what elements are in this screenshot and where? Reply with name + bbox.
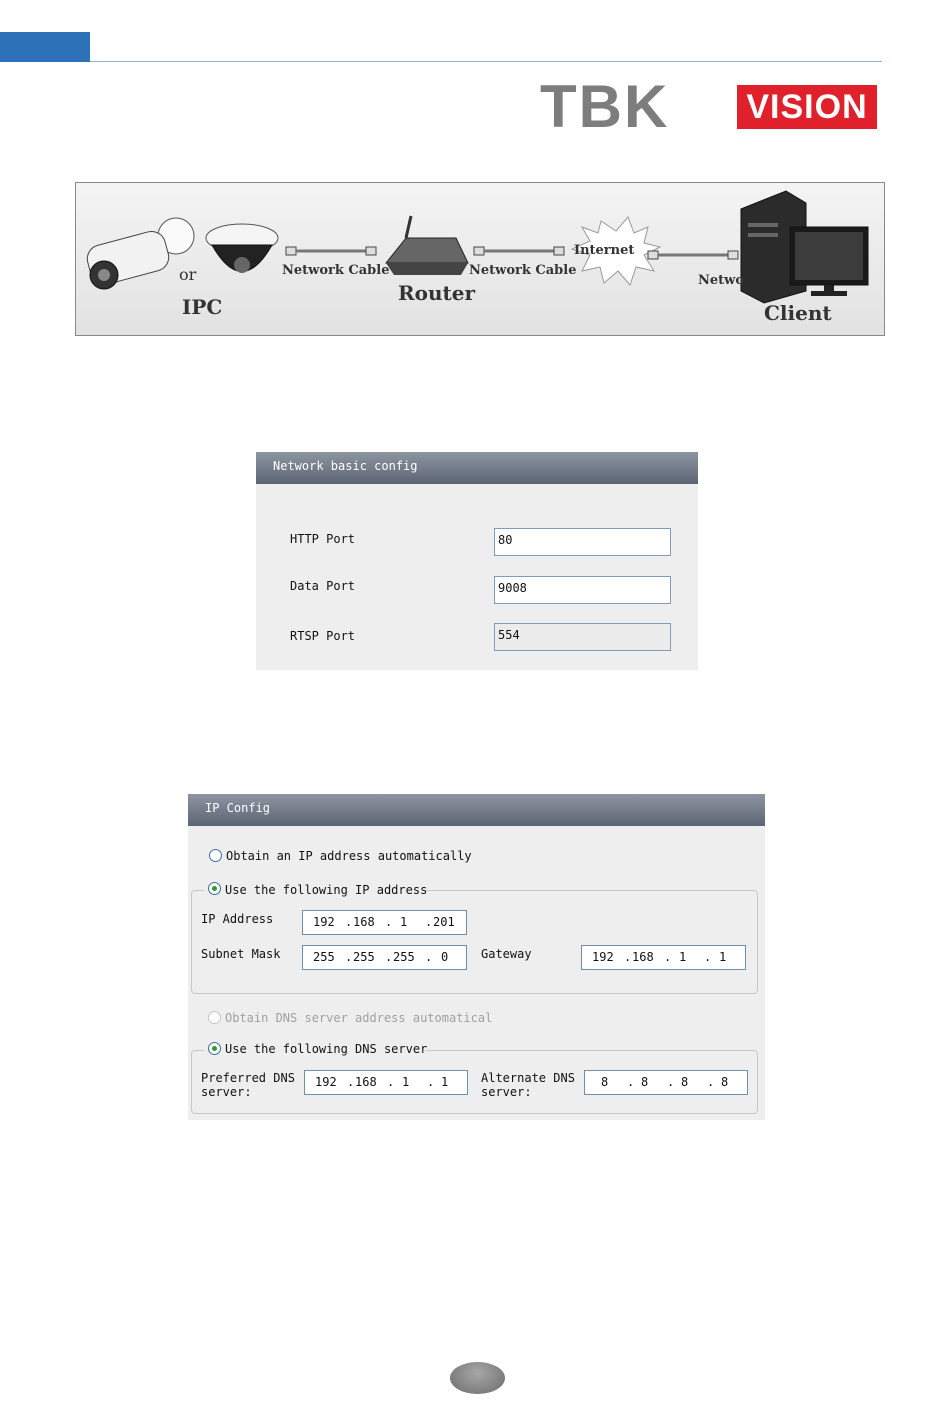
data-port-label: Data Port [290,579,356,593]
diagram-client-label: Client [764,301,832,325]
obtain-dns-auto-label: Obtain DNS server address automatical [225,1011,493,1025]
use-following-dns-radio[interactable] [208,1042,221,1055]
ip-address-input[interactable]: 192 . 168 . 1 . 201 [302,910,467,935]
use-following-ip-radio[interactable] [208,882,221,895]
alternate-dns-input[interactable]: 8 . 8 . 8 . 8 [584,1070,748,1095]
ip-address-label: IP Address [201,912,274,926]
diagram-router-label: Router [398,281,476,305]
preferred-dns-input[interactable]: 192 . 168 . 1 . 1 [304,1070,468,1095]
logo-tbk: TBK [540,73,670,140]
obtain-dns-auto-radio[interactable] [208,1011,221,1024]
subnet-mask-label: Subnet Mask [201,947,281,961]
network-basic-config-title: Network basic config [256,452,698,484]
cable-1-icon [286,247,376,255]
preferred-dns-label-line2: server: [201,1085,252,1099]
tbk-vision-logo [540,73,880,140]
alternate-dns-label: Alternate DNS [481,1071,575,1085]
cable-3-icon [648,251,738,259]
diagram-cable-2-label: Network Cable [469,263,577,278]
client-computer-icon [741,191,868,303]
use-following-dns-label: Use the following DNS server [225,1042,428,1056]
network-basic-config-panel [256,452,698,670]
alternate-dns-label-line2: server: [481,1085,532,1099]
logo-vision: VISION [737,85,877,129]
rtsp-port-input[interactable]: 554 [494,623,671,651]
diagram-ipc-label: IPC [182,295,223,319]
network-diagram [75,182,885,336]
header-rule [90,61,882,62]
diagram-internet-label: Internet [574,243,635,258]
bullet-camera-icon [84,218,197,289]
rtsp-port-label: RTSP Port [290,629,356,643]
cable-2-icon [474,247,564,255]
obtain-ip-auto-label: Obtain an IP address automatically [226,849,472,863]
diagram-cable-1-label: Network Cable [282,263,390,278]
http-port-label: HTTP Port [290,532,356,546]
obtain-ip-auto-radio[interactable] [209,849,222,862]
gateway-input[interactable]: 192 . 168 . 1 . 1 [581,945,746,970]
static-ip-group [191,890,758,994]
dome-camera-icon [206,224,278,273]
gateway-label: Gateway [481,947,532,961]
preferred-dns-label: Preferred DNS [201,1071,295,1085]
router-icon [386,216,468,275]
page-number-badge [450,1362,505,1394]
ip-config-panel [188,794,765,1120]
data-port-input[interactable]: 9008 [494,576,671,604]
use-following-ip-label: Use the following IP address [225,883,428,897]
diagram-or-label: or [179,265,197,284]
header-tab [0,32,90,62]
diagram-cable-3-label: Netwo [698,273,745,288]
subnet-mask-input[interactable]: 255 . 255 . 255 . 0 [302,945,467,970]
http-port-input[interactable]: 80 [494,528,671,556]
ip-config-title: IP Config [188,794,765,826]
